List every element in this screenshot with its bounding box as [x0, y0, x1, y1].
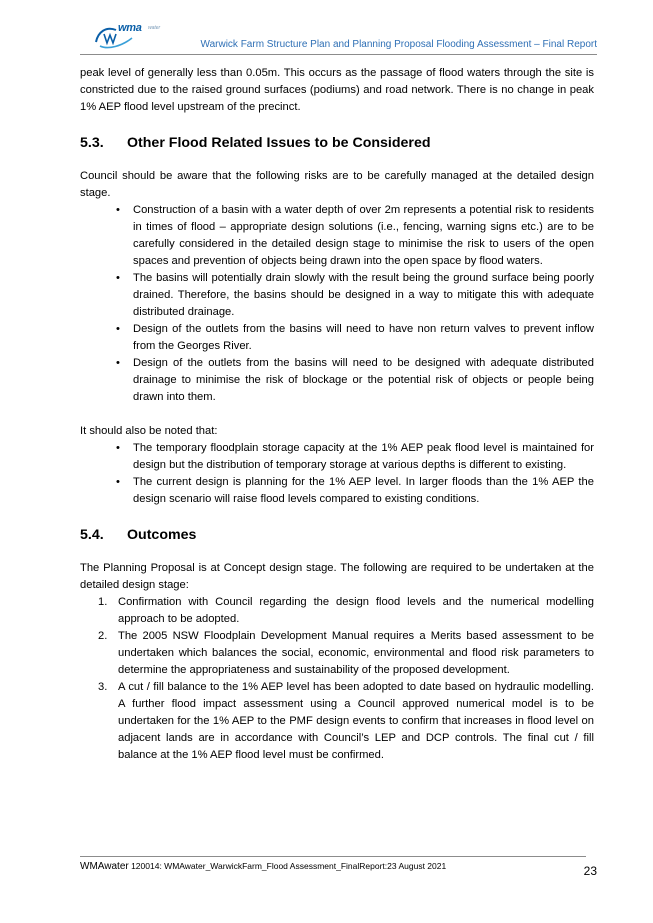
wmawater-logo: [92, 20, 192, 50]
section-number: 5.4.: [80, 527, 104, 543]
page-number: 23: [583, 864, 597, 878]
section-5-3-lead: Council should be aware that the following risks are to be carefully managed at the detailed design stage.: [80, 170, 594, 199]
outcomes-numbered-list: [80, 594, 594, 764]
list-item: 3. A cut / fill balance to the 1% AEP level has been adopted to date based on hydraulic modelling. A further flood impact assessment using a Council approved numerical model is to be undertaken for the 1% AEP to the PMF design events to confirm that increases in flood level on adjacent lands are in accordance with Council’s LEP and DCP controls. The final cut / fill balance at the 1% AEP flood level must be confirmed.: [98, 681, 594, 761]
footer-reference: [80, 861, 446, 872]
list-item: • Design of the outlets from the basins will need to be designed with adequate distributed drainage to minimise the risk of blockage or the potential risk of objects or people being drawn into them.: [116, 357, 594, 403]
bullet-icon: •: [116, 442, 120, 454]
report-header-title: Warwick Farm Structure Plan and Planning Proposal Flooding Assessment – Final Report: [200, 39, 597, 50]
bullet-icon: •: [116, 357, 120, 369]
list-item: 1. Confirmation with Council regarding the design flood levels and the numerical modelling approach to be adopted.: [98, 596, 594, 625]
section-5-3-heading: [80, 134, 594, 152]
list-item: 2. The 2005 NSW Floodplain Development Manual requires a Merits based assessment to be undertaken which balances the social, economic, environmental and flood risk parameters to determine the appropriateness and sustainability of the proposed development.: [98, 630, 594, 676]
bullet-icon: •: [116, 204, 120, 216]
header-divider: [80, 54, 597, 55]
section-title: Outcomes: [127, 527, 197, 543]
section-5-4-heading: [80, 526, 594, 544]
list-item: • The current design is planning for the 1% AEP level. In larger floods than the 1% AEP the design scenario will raise flood levels compared to existing conditions.: [116, 476, 594, 505]
note-bullet-list: [80, 440, 594, 508]
section-5-4-lead: The Planning Proposal is at Concept design stage. The following are required to be undertaken at the detailed design stage:: [80, 562, 594, 591]
list-item: • The temporary floodplain storage capacity at the 1% AEP peak flood level is maintained for design but the distribution of temporary storage at various depths is different to existing.: [116, 442, 594, 471]
footer-brand: WMAwater: [80, 861, 129, 872]
list-item: • Design of the outlets from the basins will need to have non return valves to prevent inflow from the Georges River.: [116, 323, 594, 352]
list-item: • The basins will potentially drain slowly with the result being the ground surface being poorly drained. Therefore, the basins should be designed in a way to mitigate this with adequate distributed drainage.: [116, 272, 594, 318]
bullet-icon: •: [116, 272, 120, 284]
section-number: 5.3.: [80, 135, 104, 151]
footer-document-reference: 120014: WMAwater_WarwickFarm_Flood Assessment_FinalReport:23 August 2021: [128, 861, 447, 871]
logo-subtext: water: [148, 25, 161, 31]
section-title: Other Flood Related Issues to be Considered: [127, 135, 431, 151]
bullet-icon: •: [116, 476, 120, 488]
logo-text: wma: [118, 22, 142, 34]
footer-divider: [80, 856, 586, 857]
risk-bullet-list: [80, 202, 594, 406]
bullet-icon: •: [116, 323, 120, 335]
list-item: • Construction of a basin with a water depth of over 2m represents a potential risk to residents in times of flood – appropriate design solutions (i.e., fencing, warning signs etc.) are to be carefully considered in the detailed design stage to minimise the risk to users of the open spaces and prevention of objects being drawn into the open space by flood waters.: [116, 204, 594, 267]
page-content: [80, 65, 594, 764]
note-lead: It should also be noted that:: [80, 425, 218, 437]
intro-paragraph: peak level of generally less than 0.05m. This occurs as the passage of flood waters through the site is constricted due to the raised ground surfaces (podiums) and road network. There is no change in peak 1% AEP flood level upstream of the precinct.: [80, 67, 594, 113]
